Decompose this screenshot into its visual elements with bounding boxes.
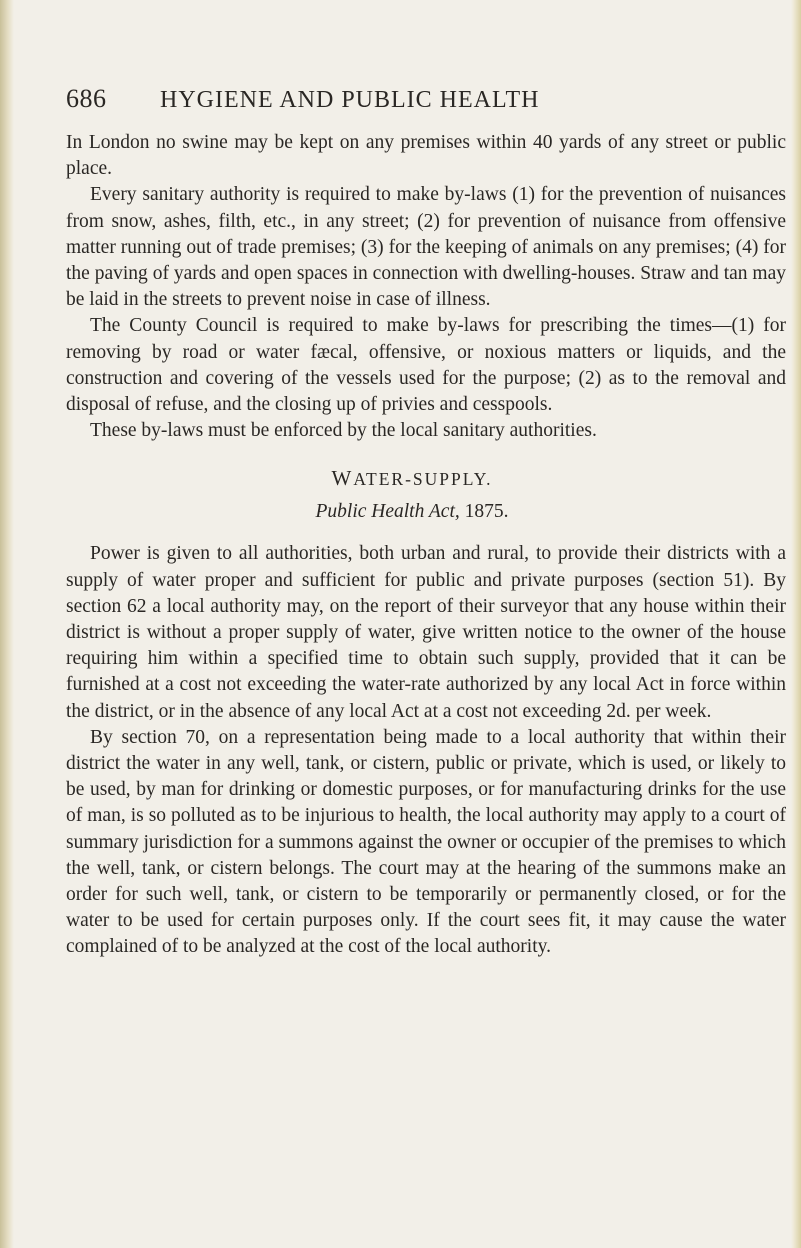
paragraph-swine: In London no swine may be kept on any premises within 40 yards of any street or public place. [66, 132, 786, 180]
page-edge-shadow [791, 0, 801, 1248]
section-heading-rest: ATER-SUPPLY. [353, 469, 493, 490]
body-text [66, 130, 786, 961]
paragraph-sanitary-authority: Every sanitary authority is required to make by-laws (1) for the prevention of nuisances from snow, ashes, filth, etc., in any street; (2) for prevention of nuisance from offensive matter running out of trade premises; (3) for the keeping of animals on any premises; (4) for the paving of yards and open spaces in connection with dwelling-houses. Straw and tan may be laid in the streets to prevent noise in case of illness. [66, 184, 786, 311]
page-number: 686 [66, 84, 107, 113]
paragraph-section-70: By section 70, on a representation being made to a local authority that within their district the water in any well, tank, or cistern, public or private, which is used, or likely to be used, by man for drinking or domestic purposes, or for manufacturing drinks for the use of man, is so polluted as to be injurious to health, the local authority may apply to a court of summary jurisdiction for a summons against the owner or occupier of the premises to which the well, tank, or cistern belongs. The court may at the hearing of the summons make an order for such well, tank, or cistern to be temporarily or permanently closed, or for the water to be used for certain purposes only. If the court sees fit, it may cause the water complained of to be analyzed at the cost of the local authority. [66, 726, 786, 958]
act-subheading [66, 501, 786, 523]
paragraph-enforcement: These by-laws must be enforced by the local sanitary authorities. [90, 420, 597, 442]
paragraph-county-council: The County Council is required to make by-laws for prescribing the times—(1) for removing by road or water fæcal, offensive, or noxious matters or liquids, and the construction and covering of the vessels used for the purpose; (2) as to the removal and disposal of refuse, and the closing up of privies and cesspools. [66, 315, 786, 416]
paragraph-power-given: Power is given to all authorities, both urban and rural, to provide their districts with a supply of water proper and sufficient for public and private purposes (section 51). By section 62 a local authority may, on the report of their surveyor that any house within their district is without a proper supply of water, give written notice to the owner of the house requiring him within a specified time to obtain such supply, provided that it can be furnished at a cost not exceeding the water-rate authorized by any local Act in force within the district, or in the absence of any local Act at a cost not exceeding 2d. per week. [66, 543, 786, 722]
running-header [66, 84, 786, 120]
act-year: 1875. [464, 501, 509, 523]
running-title: HYGIENE AND PUBLIC HEALTH [160, 87, 540, 113]
page-binding-shadow [0, 0, 14, 1248]
book-page [66, 84, 786, 961]
section-heading-water-supply [66, 466, 786, 491]
act-title: Public Health Act, [315, 501, 460, 523]
section-heading-initial: W [331, 466, 354, 491]
